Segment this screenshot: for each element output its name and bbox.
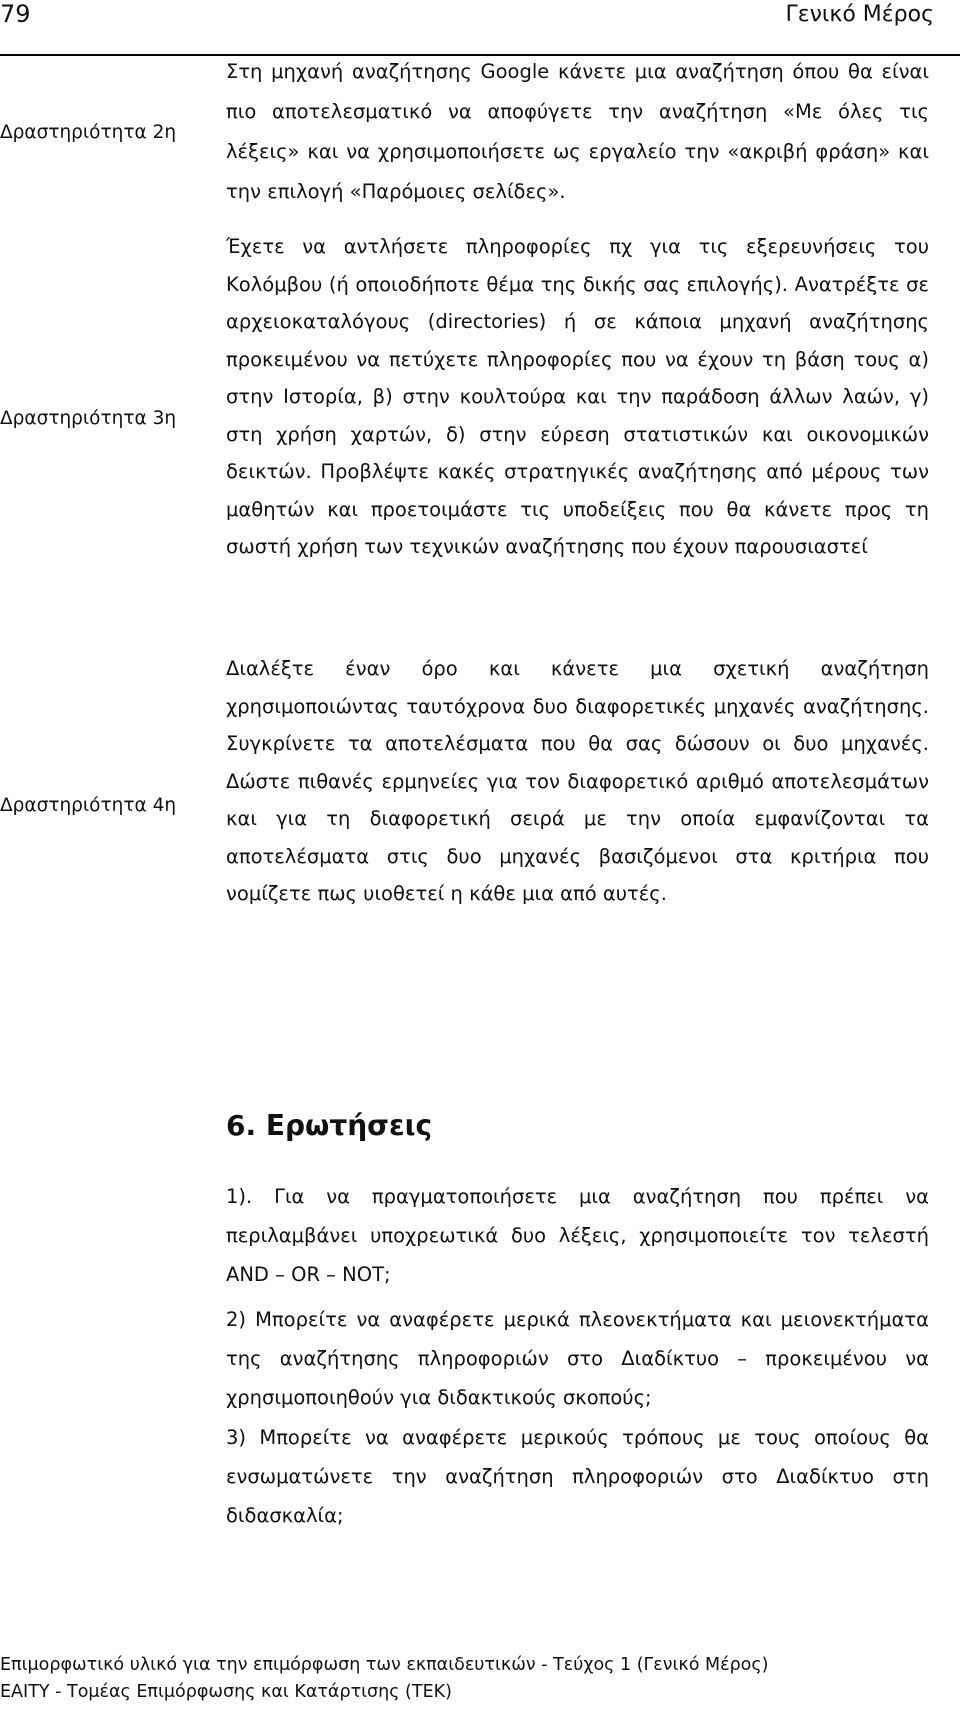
- question-1: 1). Για να πραγματοποιήσετε μια αναζήτηση που πρέπει να περιλαμβάνει υποχρεωτικά δυο λέξεις, χρησιμοποιείτε τον τελεστή AND – OR – NOT;: [226, 1185, 929, 1286]
- question-2: 2) Μπορείτε να αναφέρετε μερικά πλεονεκτήματα και μειονεκτήματα της αναζήτησης πληροφοριών στο Διαδίκτυο – προκειμένου να χρησιμοποιηθούν για διδακτικούς σκοπούς;: [226, 1308, 929, 1409]
- activity-label: Δραστηριότητα 2η: [0, 122, 177, 143]
- page-header: [0, 0, 960, 56]
- activity-label: Δραστηριότητα 3η: [0, 408, 177, 429]
- activity-label: Δραστηριότητα 4η: [0, 795, 177, 816]
- activity-text: Στη μηχανή αναζήτησης Google κάνετε μια αναζήτηση όπου θα είναι πιο αποτελεσματικό να αποφύγετε την αναζήτηση «Με όλες τις λέξεις» και να χρησιμοποιήσετε ως εργαλείο την «ακριβή φράση» και την επιλογή «Παρόμοιες σελίδες».: [226, 60, 929, 203]
- page-footer: [0, 1652, 960, 1706]
- activity-text: Διαλέξτε έναν όρο και κάνετε μια σχετική αναζήτηση χρησιμοποιώντας ταυτόχρονα δυο διαφορετικές μηχανές αναζήτησης. Συγκρίνετε τα αποτελέσματα που θα σας δώσουν οι δυο μηχανές. Δώστε πιθανές ερμηνείες για τον διαφορετικό αριθμό αποτελεσμάτων και για τη διαφορετική σειρά με την οποία εμφανίζονται τα αποτελέσματα στις δυο μηχανές βασιζόμενοι στα κριτήρια που νομίζετε πως υιοθετεί η κάθε μια από αυτές.: [226, 657, 929, 905]
- question-3: 3) Μπορείτε να αναφέρετε μερικούς τρόπους με τους οποίους θα ενσωματώνετε την αναζήτηση πληροφοριών στο Διαδίκτυο στη διδασκαλία;: [226, 1426, 929, 1527]
- section-name: Γενικό Μέρος: [785, 2, 934, 27]
- page-number: 79: [0, 0, 31, 28]
- footer-line-1: Επιμορφωτικό υλικό για την επιμόρφωση των εκπαιδευτικών - Τεύχος 1 (Γενικό Μέρος): [0, 1655, 769, 1675]
- section-title: 6. Ερωτήσεις: [226, 1109, 433, 1142]
- activity-text: Έχετε να αντλήσετε πληροφορίες πχ για τις εξερευνήσεις του Κολόμβου (ή οποιοδήποτε θέμα της δικής σας επιλογής). Ανατρέξτε σε αρχειοκαταλόγους (directories) ή σε κάποια μηχανή αναζήτησης προκειμένου να πετύχετε πληροφορίες που να έχουν τη βάση τους α) στην Ιστορία, β) στην κουλτούρα και την παράδοση άλλων λαών, γ) στη χρήση χαρτών, δ) στην εύρεση στατιστικών και οικονομικών δεικτών. Προβλέψτε κακές στρατηγικές αναζήτησης από μέρους των μαθητών και προετοιμάστε τις υποδείξεις που θα κάνετε προς τη σωστή χρήση των τεχνικών αναζήτησης που έχουν παρουσιαστεί: [226, 235, 929, 558]
- footer-line-2: ΕΑΙΤΥ - Τομέας Επιμόρφωσης και Κατάρτισης (ΤΕΚ): [0, 1682, 452, 1702]
